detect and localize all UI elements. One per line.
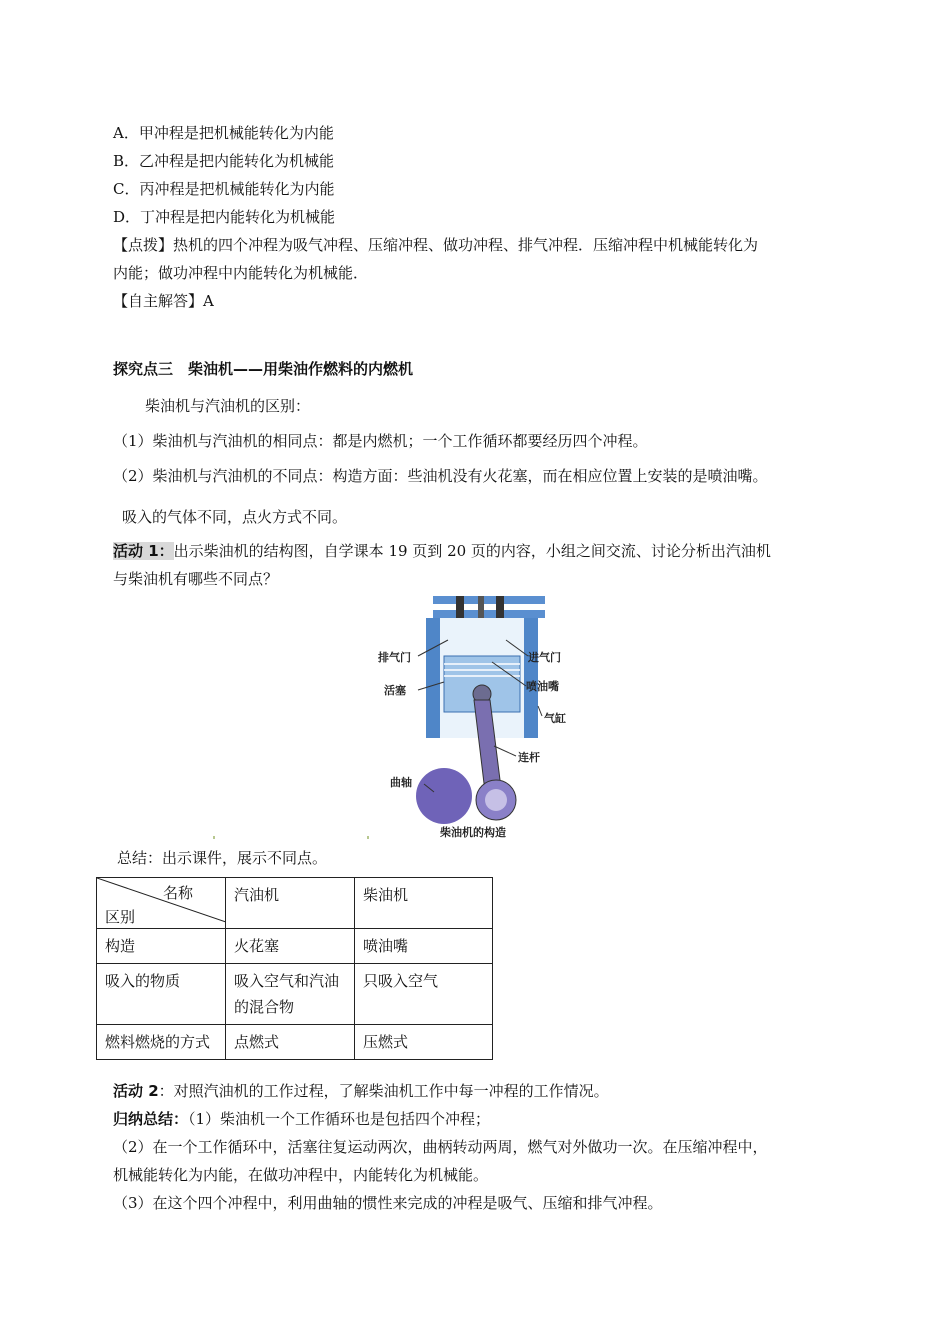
conclusion-line-4: （3）在这个四个冲程中，利用曲轴的惯性来完成的冲程是吸气、压缩和排气冲程。 [113,1194,663,1212]
cell-diesel: 压燃式 [355,1025,493,1060]
col-header-diesel: 柴油机 [355,878,493,929]
cell-diesel: 只吸入空气 [355,964,493,1025]
activity-1-line-2: 与柴油机有哪些不同点？ [113,570,279,588]
option-c: C．丙冲程是把机械能转化为内能 [113,180,335,198]
stray-mark [213,836,215,839]
conclusion-line-1 [113,1109,490,1129]
cell-gasoline: 点燃式 [226,1025,355,1060]
section-title: 探究点三 柴油机——用柴油作燃料的内燃机 [113,360,414,378]
summary-intro: 总结：出示课件，展示不同点。 [117,849,328,867]
table-row [97,1025,493,1060]
conclusion-line-3: 机械能转化为内能，在做功冲程中，内能转化为机械能。 [113,1166,489,1184]
table-row [97,964,493,1025]
diff-different: （2）柴油机与汽油机的不同点：构造方面：些油机没有火花塞，而在相应位置上安装的是喷油嘴。 [113,467,768,485]
row-label: 构造 [97,929,226,964]
diff-intro: 柴油机与汽油机的区别： [145,397,311,415]
row-label: 燃料燃烧的方式 [97,1025,226,1060]
table-header-row [97,878,493,929]
label-exhaust-valve: 排气门 [378,651,411,664]
hint-text: 热机的四个冲程为吸气冲程、压缩冲程、做功冲程、排气冲程．压缩冲程中机械能转化为 [173,236,759,254]
label-crankshaft: 曲轴 [390,776,412,789]
diagram-caption: 柴油机的构造 [440,826,506,839]
conclusion-label: 归纳总结： [113,1110,189,1128]
option-d: D．丁冲程是把内能转化为机械能 [113,208,336,226]
label-injector: 喷油嘴 [526,680,559,693]
label-intake-valve: 进气门 [528,651,561,664]
option-a: A．甲冲程是把机械能转化为内能 [113,124,334,142]
activity-2 [113,1081,609,1101]
col-header-gasoline: 汽油机 [226,878,355,929]
cell-gasoline: 吸入空气和汽油的混合物 [226,964,355,1025]
stray-mark [367,836,369,839]
label-connecting-rod: 连杆 [518,751,540,764]
corner-diff-label: 区别 [105,908,136,926]
diff-continued: 吸入的气体不同，点火方式不同。 [122,508,348,526]
answer: 【自主解答】A [113,292,214,310]
cell-gasoline: 火花塞 [226,929,355,964]
corner-name-label: 名称 [162,884,193,902]
conclusion-line-2: （2）在一个工作循环中，活塞往复运动两次，曲柄转动两周，燃气对外做功一次。在压缩冲程中， [113,1138,768,1156]
option-b: B．乙冲程是把内能转化为机械能 [113,152,335,170]
hint-line-1 [113,235,758,255]
activity-1-label: 活动 1： [113,542,174,560]
activity-1-text: 出示柴油机的结构图，自学课本 19 页到 20 页的内容，小组之间交流、讨论分析出汽油机 [173,542,771,560]
activity-2-label: 活动 2 [113,1082,159,1100]
activity-1-line-1 [113,541,771,561]
table-corner-cell [97,878,226,929]
row-label: 吸入的物质 [97,964,226,1025]
hint-label: 【点拨】 [113,236,174,254]
cell-diesel: 喷油嘴 [355,929,493,964]
diff-same: （1）柴油机与汽油机的相同点：都是内燃机；一个工作循环都要经历四个冲程。 [113,432,648,450]
activity-2-text: ：对照汽油机的工作过程，了解柴油机工作中每一冲程的工作情况。 [158,1082,609,1100]
comparison-table [96,877,493,1060]
label-piston: 活塞 [384,684,406,697]
diesel-engine-diagram [378,596,583,842]
hint-line-2: 内能；做功冲程中内能转化为机械能． [113,264,369,282]
label-cylinder: 气缸 [544,712,566,725]
conclusion-text-1: （1）柴油机一个工作循环也是包括四个冲程； [188,1110,491,1128]
